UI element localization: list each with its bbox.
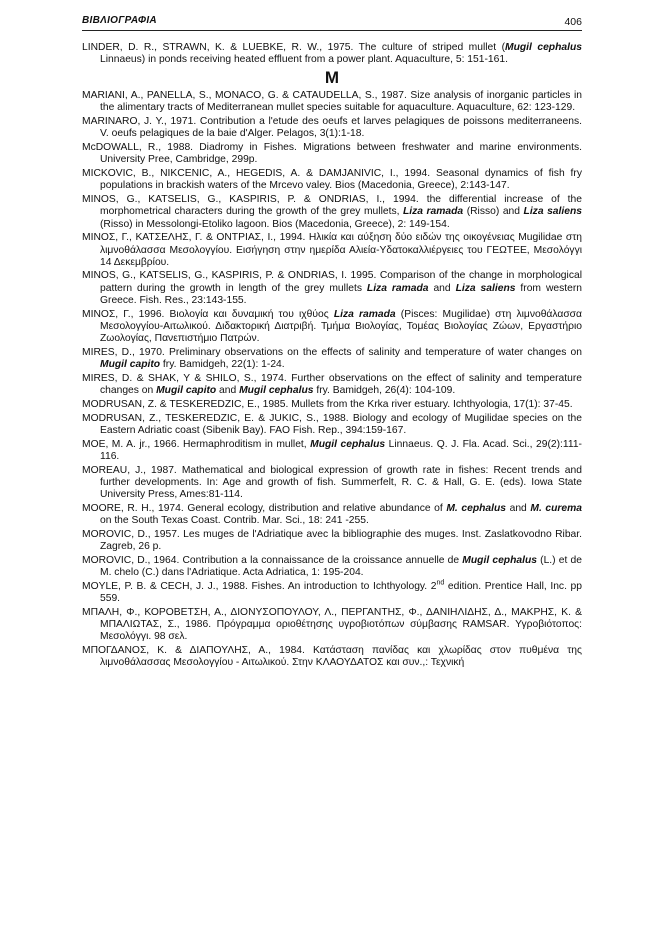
reference-text: ΜΙΝΟΣ, Γ., ΚΑΤΣΕΛΗΣ, Γ. & ΟΝΤΡΙΑΣ, Ι., 1994. Ηλικία και αύξηση δύο ειδών της οικογένειας Mugilidae στη λιμνοθάλασσα Μεσολογγίου. Εισήγηση στην ημερίδα Αλιεία-Υδατοκαλλιέργειες του ΓΕΩΤΕΕ, Μεσολόγγι 14 Δεκεμβρίου. (82, 232, 582, 268)
reference-entry (82, 42, 582, 67)
reference-text: ΜΠΑΛΗ, Φ., ΚΟΡΟΒΕΤΣΗ, Α., ΔΙΟΝΥΣΟΠΟΥΛΟΥ, Λ., ΠΕΡΓΑΝΤΗΣ, Φ., ΔΑΝΙΗΛΙΔΗΣ, Δ., ΜΑΚΡΗΣ, Κ. & ΜΠΑΛΙΩΤΑΣ, Σ., 1986. Πρόγραμμα οριοθέτησης υγροβιοτόπων σύμβασης RAMSAR. Υγροβιότοπος: Μεσολόγγι. 98 σελ. (82, 606, 582, 643)
reference-entry (82, 439, 582, 464)
species-name: Mugil cephalus (310, 438, 386, 450)
reference-text: MODRUSAN, Z. & TESKEREDZIC, E., 1985. Mullets from the Krka river estuary. Ichthyologia, 17(1): 37-45. (82, 399, 573, 411)
reference-text: (L.) et de M. chelo (C.) dans l'Adriatique. Acta Adriatica, 1: 195-204. (100, 554, 582, 579)
reference-text: MODRUSAN, Z., TESKEREDZIC, E. & JUKIC, S., 1988. Biology and ecology of Mugilidae species on the Eastern Adriatic coast (Sibenik Bay). FAO Fish. Rep., 394:159-167. (82, 412, 582, 436)
reference-text: MOROVIC, D., 1957. Les muges de l'Adriatique avec la bibliographie des muges. Inst. Zaslatkovodno Ribar. Zagreb, 26 p. (82, 528, 582, 553)
reference-text: (Risso) in Messolongi-Etoliko lagoon. Bios (Macedonia, Greece), 2: 149-154. (100, 218, 450, 230)
species-name: Liza ramada (402, 206, 464, 218)
reference-text: edition. Prentice Hall, Inc. pp 559. (100, 580, 583, 605)
reference-text: MARIANI, A., PANELLA, S., MONACO, G. & CATAUDELLA, S., 1987. Size analysis of inorganic particles in the alimentary tracts of Mediterranean mullet species suitable for aquaculture. Aquaculture, 62: 123-129. (82, 89, 582, 114)
species-name: Liza ramada (333, 308, 396, 320)
species-name: Mugil capito (100, 359, 161, 371)
reference-text: (Risso) and (463, 206, 524, 218)
species-name: M. cephalus (446, 502, 507, 514)
reference-entry (82, 142, 582, 167)
reference-text: MIRES, D., 1970. Preliminary observations on the effects of salinity and temperature of water changes on (82, 347, 582, 359)
reference-text: fry. Bamidgeh, 22(1): 1-24. (160, 359, 285, 371)
reference-text: and (216, 385, 240, 397)
reference-text: on the South Texas Coast. Contrib. Mar. Sci., 18: 241 -255. (100, 515, 369, 527)
reference-text: fry. Bamidgeh, 26(4): 104-109. (313, 385, 456, 397)
reference-entry (82, 413, 582, 438)
species-name: Mugil cephalus (505, 42, 582, 53)
species-name: Liza ramada (366, 282, 429, 294)
reference-entry (82, 90, 582, 115)
species-name: Liza saliens (455, 282, 516, 294)
reference-text: and (428, 282, 456, 294)
reference-text: MIRES, D. & SHAK, Y & SHILO, S., 1974. Further observations on the effect of salinity and temperature changes on (82, 373, 582, 397)
reference-entry (82, 529, 582, 554)
reference-text: MICKOVIC, B., NIKCENIC, A., HEGEDIS, A. & DAMJANIVIC, I., 1994. Seasonal dynamics of fish fry populations in brackish waters of the Mrcevo valey. Bios (Macedonia, Greece), 2:143-147. (82, 167, 582, 192)
reference-text: MOROVIC, D., 1964. Contribution a la connaissance de la croissance annuelle de (82, 554, 463, 566)
reference-entry (82, 555, 582, 580)
reference-text: MINOS, G., KATSELIS, G., KASPIRIS, P. & ONDRIAS, I. 1995. Comparison of the change in morphological pattern during the growth in length of the grey mullets (82, 270, 582, 294)
reference-entry (82, 581, 582, 606)
species-name: M. curema (530, 502, 583, 514)
reference-entry (82, 645, 582, 670)
species-name: Mugil cephalus (462, 554, 537, 566)
reference-text: McDOWALL, R., 1988. Diadromy in Fishes. Migrations between freshwater and marine environments. University Pree, Cambridge, 299p. (82, 141, 582, 166)
reference-text: MOYLE, P. B. & CECH, J. J., 1988. Fishes. An introduction to Ichthyology. 2 (82, 580, 437, 592)
reference-text: from western Greece. Fish. Res., 23:143-155. (100, 282, 582, 307)
reference-entry (82, 465, 582, 502)
page-number: 406 (564, 16, 582, 28)
bibliography-list (82, 42, 582, 671)
reference-text: and (506, 502, 531, 514)
references-m-section (82, 90, 582, 670)
superscript-text: nd (436, 579, 445, 587)
reference-text: MOREAU, J., 1987. Mathematical and biological expression of growth rate in fishes: Recent trends and further developments. In: Age and growth of fish. Summerfelt, R. C. & Hall, G. E. (eds). Iowa State University Press, Ames:81-114. (82, 464, 582, 501)
reference-text: ΜΙΝΟΣ, Γ., 1996. Βιολογία και δυναμική του ιχθύος (82, 308, 334, 320)
references-l-section (82, 42, 582, 67)
species-name: Liza saliens (523, 206, 582, 218)
reference-text: MARINARO, J. Y., 1971. Contribution a l'etude des oeufs et larves pelagiques de poissons mediterraneens. V. oeufs pelagiques de la baie d'Alger. Pelagos, 3(1):1-18. (82, 115, 582, 140)
reference-text: MINOS, G., KATSELIS, G., KASPIRIS, P. & ONDRIAS, I., 1994. the differential increase of the morphometrical characters during the growth of the grey mullets, (82, 193, 582, 218)
reference-text: MOE, M. A. jr., 1966. Hermaphroditism in mullet, (82, 438, 311, 450)
reference-entry (82, 399, 582, 411)
reference-entry (82, 116, 582, 141)
reference-entry (82, 309, 582, 346)
reference-text: (Pisces: Mugilidae) στη λιμνοθάλασσα Μεσολογγίου-Αιτωλικού. Διδακτορική Διατριβή. Τμήμα Βιολογίας, Τομέας Βιολογίας Ζώων, Εργαστήριο Ζωολογίας, Πανεπιστήμιο Πατρών. (100, 308, 582, 345)
reference-entry (82, 503, 582, 528)
reference-text: Linnaeus) in ponds receiving heated effluent from a power plant. Aquaculture, 5: 151-161. (100, 54, 508, 66)
species-name: Mugil cephalus (239, 385, 314, 397)
reference-entry (82, 347, 582, 372)
reference-text: MOORE, R. H., 1974. General ecology, distribution and relative abundance of (82, 502, 447, 514)
reference-entry (82, 270, 582, 307)
reference-entry (82, 168, 582, 193)
running-title: ΒΙΒΛΙΟΓΡΑΦΙΑ (82, 15, 157, 26)
page-header (82, 14, 582, 31)
reference-text: LINDER, D. R., STRAWN, K. & LUEBKE, R. W., 1975. The culture of striped mullet ( (82, 42, 506, 53)
reference-entry (82, 373, 582, 398)
reference-entry (82, 232, 582, 269)
reference-entry (82, 607, 582, 644)
species-name: Mugil capito (156, 385, 217, 397)
reference-text: ΜΠΟΓΔΑΝΟΣ, Κ. & ΔΙΑΠΟΥΛΗΣ, Α., 1984. Κατάσταση πανίδας και χλωρίδας στον πυθμένα της λιμνοθάλασσας Μεσολογγίου - Αιτωλικού. Στην ΚΛΑΟΥΔΑΤΟΣ και συν.,: Τεχνική (82, 645, 582, 669)
reference-text: Linnaeus. Q. J. Fla. Acad. Sci., 29(2):111-116. (100, 438, 582, 462)
reference-entry (82, 194, 582, 231)
section-letter-heading: M (324, 67, 340, 87)
